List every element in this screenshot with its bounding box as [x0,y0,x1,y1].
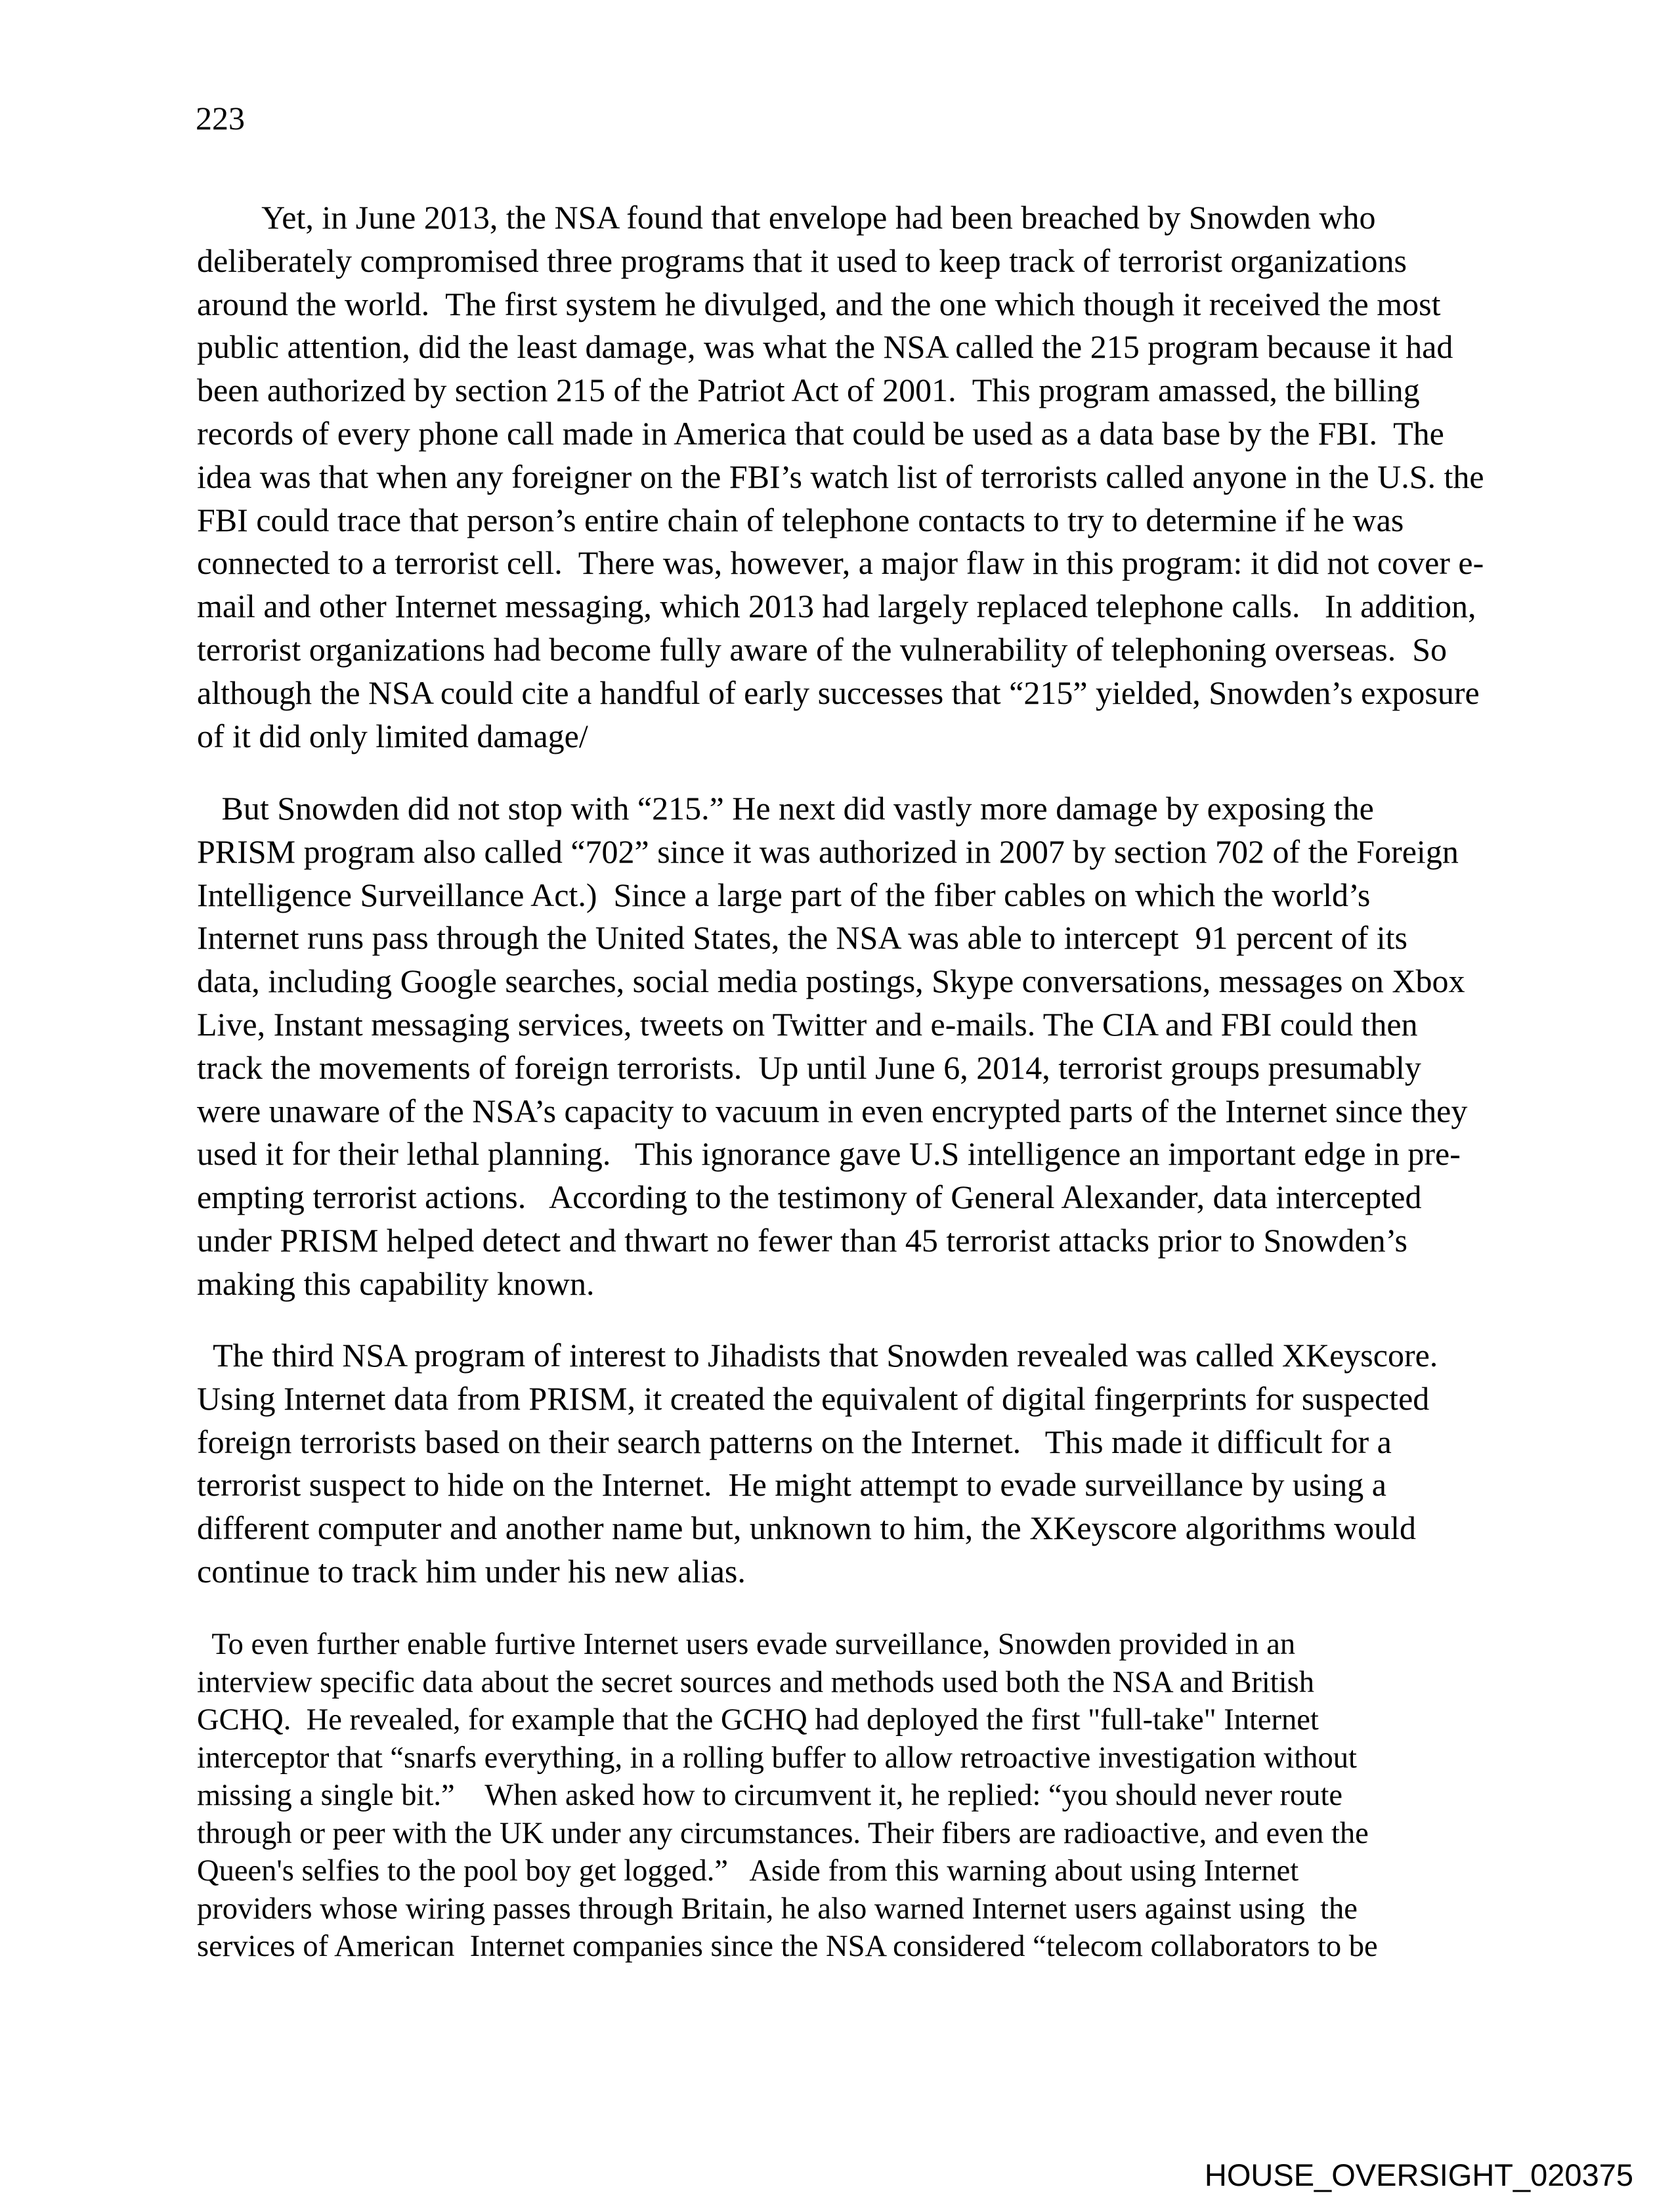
text-line: PRISM program also called “702” since it was authorized in 2007 by section 702 of the Foreign [197,833,1459,870]
text-line: under PRISM helped detect and thwart no fewer than 45 terrorist attacks prior to Snowden’s [197,1221,1407,1259]
text-line: terrorist suspect to hide on the Internet. He might attempt to evade surveillance by using a [197,1466,1386,1504]
paragraph-xkeyscore-program [197,1334,1510,1594]
text-line: Live, Instant messaging services, tweets on Twitter and e-mails. The CIA and FBI could then [197,1005,1418,1043]
text-line: different computer and another name but, unknown to him, the XKeyscore algorithms would [197,1509,1416,1547]
text-line: making this capability known. [197,1265,595,1302]
text-line: although the NSA could cite a handful of early successes that “215” yielded, Snowden’s exposure [197,674,1480,711]
text-line: been authorized by section 215 of the Patriot Act of 2001. This program amassed, the billing [197,372,1420,409]
text-line: Yet, in June 2013, the NSA found that envelope had been breached by Snowden who [197,199,1376,236]
text-line: foreign terrorists based on their search patterns on the Internet. This made it difficult for a [197,1423,1392,1460]
text-line: interview specific data about the secret sources and methods used both the NSA and British [197,1665,1314,1699]
text-line: continue to track him under his new alias. [197,1552,746,1590]
paragraph-215-program [197,196,1510,758]
text-line: through or peer with the UK under any circumstances. Their fibers are radioactive, and even the [197,1816,1369,1850]
text-line: terrorist organizations had become fully aware of the vulnerability of telephoning overseas. So [197,630,1448,668]
text-line: mail and other Internet messaging, which 2013 had largely replaced telephone calls. In addition, [197,588,1476,625]
text-line: The third NSA program of interest to Jihadists that Snowden revealed was called XKeyscore. [197,1337,1438,1374]
text-line: of it did only limited damage/ [197,717,588,754]
text-line: Using Internet data from PRISM, it created the equivalent of digital fingerprints for suspected [197,1379,1430,1417]
text-line: But Snowden did not stop with “215.” He next did vastly more damage by exposing the [197,790,1374,827]
text-line: services of American Internet companies since the NSA considered “telecom collaborators to be [197,1930,1378,1963]
text-line: around the world. The first system he divulged, and the one which though it received the most [197,285,1441,322]
text-line: public attention, did the least damage, was what the NSA called the 215 program because it had [197,328,1453,366]
page-number: 223 [196,100,245,137]
text-line: Internet runs pass through the United States, the NSA was able to intercept 91 percent of its [197,919,1408,957]
paragraph-prism-program [197,787,1510,1306]
text-line: FBI could trace that person’s entire chain of telephone contacts to try to determine if he was [197,501,1404,538]
text-line: To even further enable furtive Internet users evade surveillance, Snowden provided in an [197,1628,1296,1661]
text-line: GCHQ. He revealed, for example that the GCHQ had deployed the first "full-take" Internet [197,1703,1319,1737]
text-line: Queen's selfies to the pool boy get logged.” Aside from this warning about using Internet [197,1854,1299,1888]
paragraph-gchq-interview [197,1626,1510,1966]
bates-stamp: HOUSE_OVERSIGHT_020375 [1204,2158,1633,2192]
text-line: were unaware of the NSA’s capacity to vacuum in even encrypted parts of the Internet since they [197,1092,1468,1129]
text-line: data, including Google searches, social media postings, Skype conversations, messages on Xbox [197,963,1465,1000]
text-line: interceptor that “snarfs everything, in a rolling buffer to allow retroactive investigation without [197,1741,1357,1775]
text-line: deliberately compromised three programs that it used to keep track of terrorist organizations [197,242,1407,279]
text-line: track the movements of foreign terrorists. Up until June 6, 2014, terrorist groups presumably [197,1049,1421,1086]
text-line: records of every phone call made in America that could be used as a data base by the FBI. The [197,414,1444,452]
text-line: missing a single bit.” When asked how to circumvent it, he replied: “you should never route [197,1779,1343,1812]
text-line: empting terrorist actions. According to the testimony of General Alexander, data intercepted [197,1179,1422,1216]
text-line: idea was that when any foreigner on the FBI’s watch list of terrorists called anyone in the U.S. the [197,458,1484,495]
text-line: connected to a terrorist cell. There was, however, a major flaw in this program: it did not cover e- [197,544,1484,582]
text-line: Intelligence Surveillance Act.) Since a large part of the fiber cables on which the world’s [197,876,1371,913]
text-line: providers whose wiring passes through Britain, he also warned Internet users against using the [197,1892,1358,1926]
text-line: used it for their lethal planning. This ignorance gave U.S intelligence an important edge in pre- [197,1135,1461,1173]
